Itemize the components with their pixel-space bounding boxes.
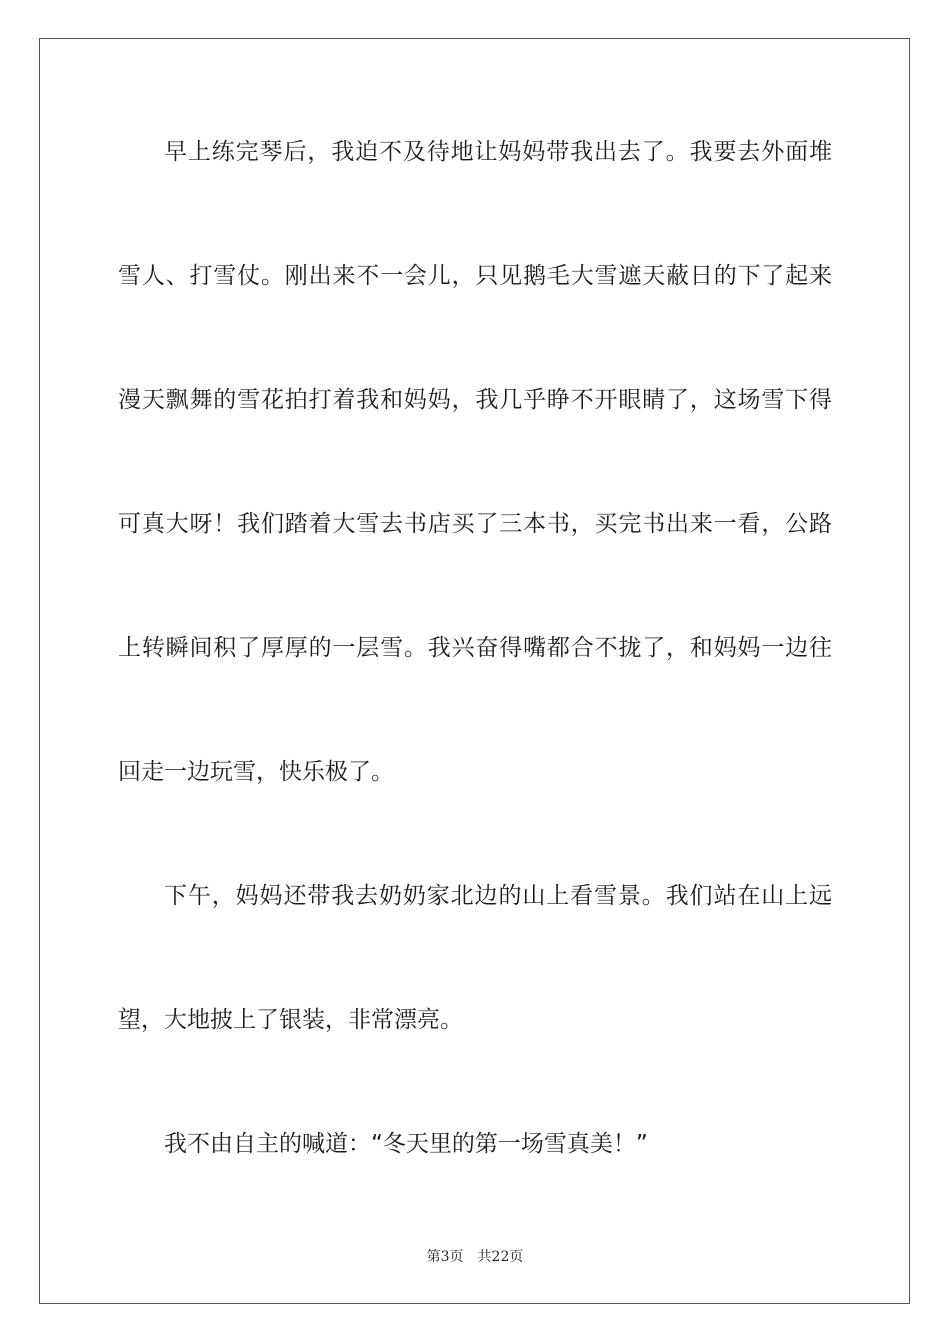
paragraph-2-line-1: 下午，妈妈还带我去奶奶家北边的山上看雪景。我们站在山上远	[164, 883, 832, 909]
page-total: 共22页	[477, 1249, 524, 1265]
page-border	[39, 38, 910, 1304]
paragraph-2-line-2: 望，大地披上了银装，非常漂亮。	[118, 1007, 463, 1033]
paragraph-1-line-2: 雪人、打雪仗。刚出来不一会儿，只见鹅毛大雪遮天蔽日的下了起来	[118, 263, 832, 289]
paragraph-1-line-4: 可真大呀！我们踏着大雪去书店买了三本书，买完书出来一看，公路	[118, 511, 832, 537]
page-number: 第3页	[426, 1249, 464, 1265]
page-footer	[0, 1248, 950, 1266]
paragraph-3-line-1: 我不由自主的喊道：“冬天里的第一场雪真美！”	[164, 1131, 648, 1157]
paragraph-1-line-5: 上转瞬间积了厚厚的一层雪。我兴奋得嘴都合不拢了，和妈妈一边往	[118, 635, 832, 661]
paragraph-1-line-6: 回走一边玩雪，快乐极了。	[118, 759, 394, 785]
paragraph-1-line-3: 漫天飘舞的雪花拍打着我和妈妈，我几乎睁不开眼睛了，这场雪下得	[118, 387, 832, 413]
paragraph-1-line-1: 早上练完琴后，我迫不及待地让妈妈带我出去了。我要去外面堆	[164, 139, 832, 165]
